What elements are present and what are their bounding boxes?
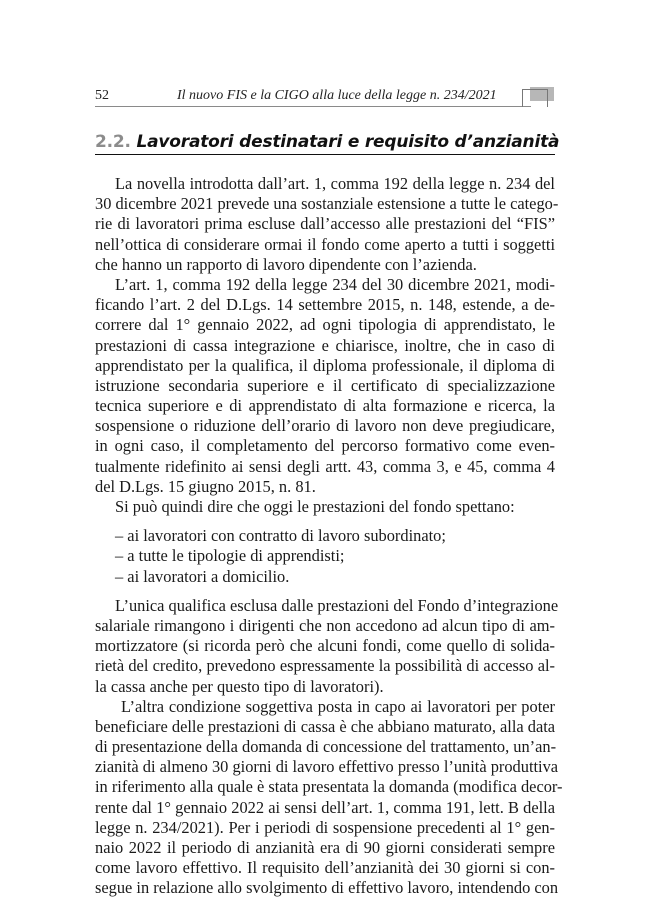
text-line: naio 2022 il periodo di anzianità era di 90 giorni considerati sempre bbox=[95, 838, 555, 857]
section-title: Lavoratori destinatari e requisito d’anzianità bbox=[136, 132, 560, 152]
running-title: Il nuovo FIS e la CIGO alla luce della legge n. 234/2021 bbox=[177, 88, 497, 103]
text-line: rie di lavoratori prima escluse dall’accesso alle prestazioni del “FIS” bbox=[95, 214, 555, 234]
text-line: legge n. 234/2021). Per i periodi di sospensione precedenti al 1° gen- bbox=[95, 817, 555, 837]
text-line: nell’ottica di considerare ormai il fondo come aperto a tutti i soggetti bbox=[95, 234, 555, 254]
body-text bbox=[95, 172, 563, 899]
text-line: in riferimento alla quale è stata presentata la domanda (modifica decor- bbox=[95, 777, 563, 797]
text-line: in ogni caso, il completamento del percorso formativo come even- bbox=[95, 436, 555, 456]
text-line: beneficiare delle prestazioni di cassa è che abbiano maturato, alla data bbox=[95, 716, 556, 736]
text-line: sospensione o riduzione dell’orario di lavoro non deve pregiudicare, bbox=[95, 416, 555, 436]
text-line: rietà del credito, prevedono espressamente la possibilità di accesso al- bbox=[95, 656, 555, 676]
list-item: – ai lavoratori con contratto di lavoro subordinato; bbox=[115, 526, 446, 546]
section-rule bbox=[95, 154, 555, 155]
text-line: rente dal 1° gennaio 2022 ai sensi dell’art. 1, comma 191, lett. B della bbox=[95, 797, 555, 817]
list-item: – a tutte le tipologie di apprendisti; bbox=[115, 546, 345, 566]
section-heading bbox=[95, 132, 559, 152]
text-line: zianità di almeno 30 giorni di lavoro effettivo presso l’unità produttiva bbox=[95, 757, 559, 777]
text-line: di presentazione della domanda di concessione del trattamento, un’an- bbox=[95, 737, 557, 757]
list-item: – ai lavoratori a domicilio. bbox=[115, 566, 290, 586]
text-line: istruzione secondaria superiore e il certificato di specializzazione bbox=[95, 375, 555, 395]
text-line: tualmente ridefinito ai sensi degli artt. 43, comma 3, e 45, comma 4 bbox=[95, 456, 555, 476]
text-line: mortizzatore (si ricorda però che alcuni fondi, come quello di solida- bbox=[95, 636, 555, 656]
text-line: correre dal 1° gennaio 2022, ad ogni tipologia di apprendistato, le bbox=[95, 315, 555, 335]
text-line: La novella introdotta dall’art. 1, comma 192 della legge n. 234 del bbox=[115, 174, 555, 193]
header-rule bbox=[95, 106, 531, 107]
text-line: 30 dicembre 2021 prevede una sostanziale estensione a tutte le catego- bbox=[95, 194, 559, 214]
text-line: L’unica qualifica esclusa dalle prestazioni del Fondo d’integrazione bbox=[115, 595, 559, 615]
corner-frame-icon bbox=[522, 89, 548, 107]
text-line: L’art. 1, comma 192 della legge 234 del 30 dicembre 2021, modi- bbox=[115, 274, 555, 294]
text-line: ficando l’art. 2 del D.Lgs. 14 settembre 2015, n. 148, estende, a de- bbox=[95, 295, 555, 315]
text-line: tecnica superiore e di apprendistato di alta formazione e ricerca, la bbox=[95, 396, 555, 416]
text-line: che hanno un rapporto di lavoro dipendente con l’azienda. bbox=[95, 254, 477, 274]
running-header bbox=[95, 88, 525, 106]
page-number: 52 bbox=[95, 88, 109, 103]
text-line: del D.Lgs. 15 giugno 2015, n. 81. bbox=[95, 476, 316, 496]
section-number: 2.2. bbox=[95, 132, 131, 152]
text-line: prestazioni di cassa integrazione e chiarisce, inoltre, che in caso di bbox=[95, 335, 555, 355]
text-line: L’altra condizione soggettiva posta in capo ai lavoratori per poter bbox=[121, 696, 555, 716]
text-line: la cassa anche per questo tipo di lavoratori). bbox=[95, 676, 384, 696]
text-line: salariale rimangono i dirigenti che non accedono ad alcun tipo di am- bbox=[95, 615, 555, 635]
text-line: segue in relazione allo svolgimento di effettivo lavoro, intendendo con bbox=[95, 878, 559, 898]
text-line: come lavoro effettivo. Il requisito dell’anzianità dei 30 giorni si con- bbox=[95, 858, 555, 878]
text-line: apprendistato per la qualifica, il diploma professionale, il diploma di bbox=[95, 355, 555, 375]
text-line: Si può quindi dire che oggi le prestazioni del fondo spettano: bbox=[115, 497, 515, 516]
